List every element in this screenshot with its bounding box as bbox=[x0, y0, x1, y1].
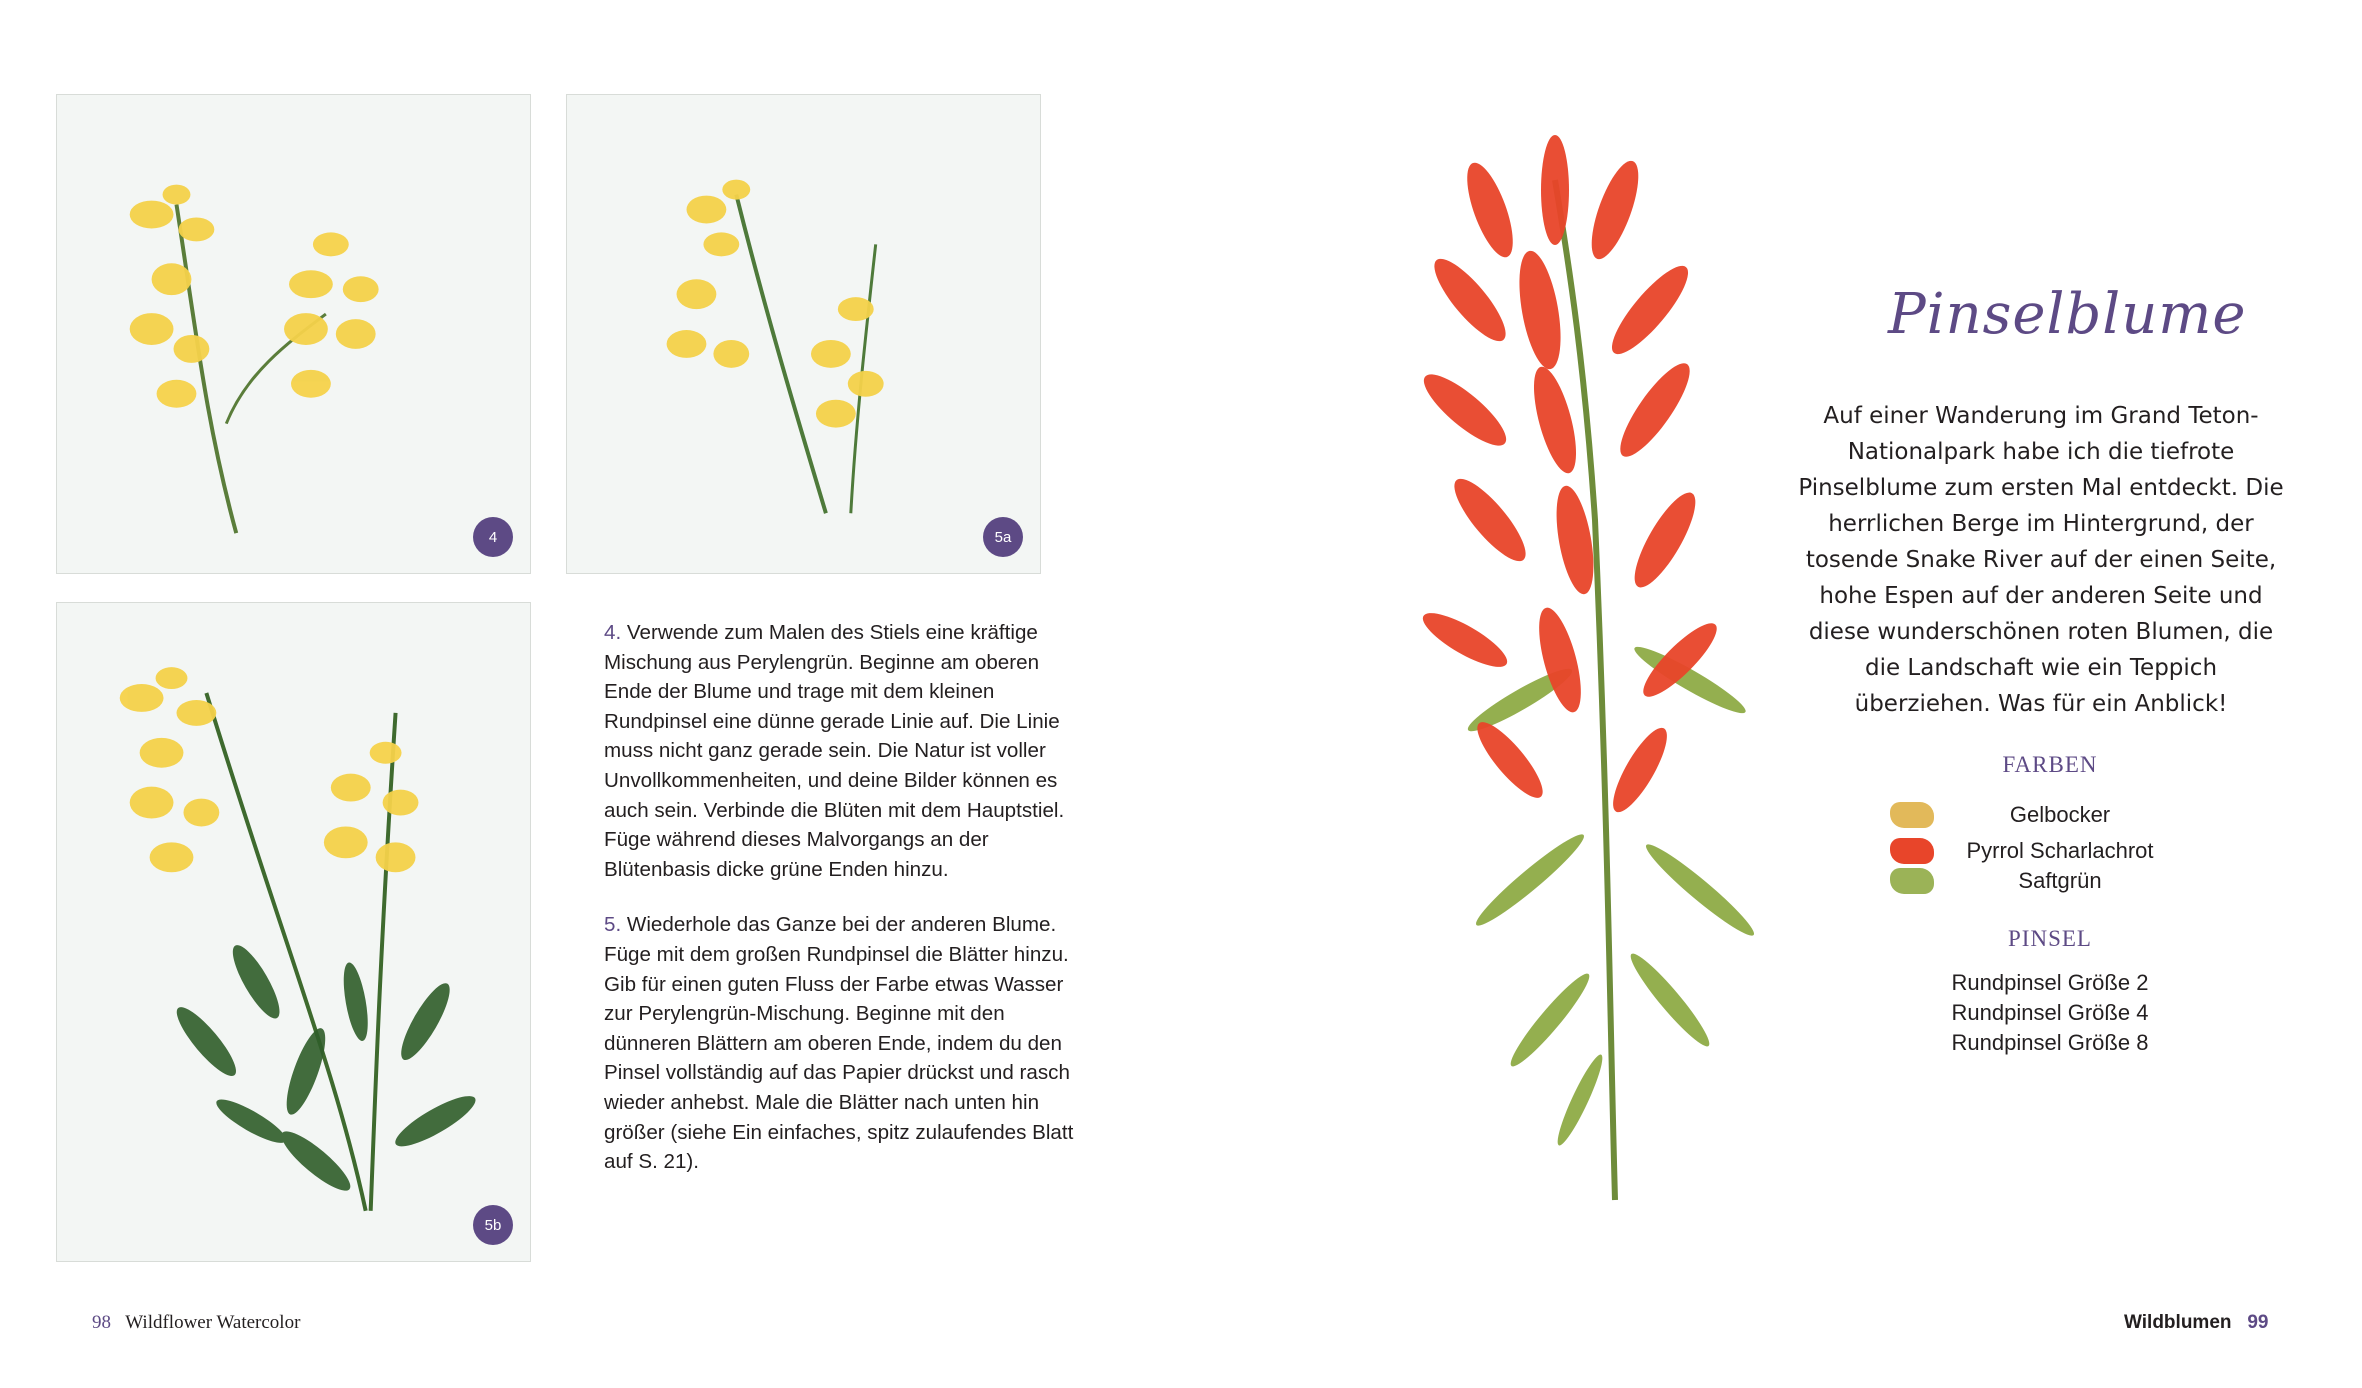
step-5-paragraph bbox=[604, 910, 1084, 1176]
color-label: Pyrrol Scharlachrot bbox=[1966, 838, 2154, 863]
step-4-text: Verwende zum Malen des Stiels eine kräftige Mischung aus Perylengrün. Beginne am oberen Ende der Blume und trage mit dem kleinen Rundpinsel eine dünne gerade Linie auf. Die Linie muss nicht ganz gerade sein. Die Natur ist voller Unvollkommenheiten, und deine Bilder können es auch sein. Verbinde die Blüten mit dem Hauptstiel. Füge während dieses Malvorgangs an der Blütenbasis dicke grüne Enden hinzu. bbox=[604, 621, 1065, 881]
right-page-number: 99 bbox=[2247, 1312, 2269, 1333]
step-badge-5b: 5b bbox=[473, 1205, 513, 1245]
yellow-flower-painting-5a bbox=[567, 95, 1040, 573]
color-item bbox=[1890, 866, 2230, 896]
step-5b-image bbox=[56, 602, 531, 1262]
brushes-heading: PINSEL bbox=[2008, 926, 2092, 951]
step-4-image bbox=[56, 94, 531, 574]
right-folio bbox=[2124, 1312, 2268, 1334]
brushes-list bbox=[1900, 968, 2200, 1058]
step-5-text: Wiederhole das Ganze bei der anderen Blume. Füge mit dem großen Rundpinsel die Blätter hinzu. Gib für einen guten Fluss der Farbe etwas Wasser zur Perylengrün-Mischung. Beginne mit den dünneren Blättern am oberen Ende, indem du den Pinsel vollständig auf das Papier drückst und rasch wieder anhebst. Male die Blätter nach unten hin größer (siehe Ein einfaches, spitz zulaufendes Blatt auf S. 21). bbox=[604, 913, 1074, 1174]
color-item bbox=[1890, 836, 2230, 866]
left-folio-title: Wildflower Watercolor bbox=[125, 1312, 301, 1333]
left-folio bbox=[92, 1312, 300, 1334]
indian-paintbrush-illustration bbox=[1380, 120, 1860, 1210]
yellow-flower-painting-5b bbox=[57, 603, 530, 1261]
brush-item: Rundpinsel Größe 8 bbox=[1951, 1030, 2149, 1055]
right-folio-section: Wildblumen bbox=[2124, 1312, 2232, 1333]
brush-item: Rundpinsel Größe 2 bbox=[1951, 970, 2149, 995]
step-4-paragraph bbox=[604, 618, 1084, 884]
step-4-number: 4. bbox=[604, 621, 622, 644]
intro-paragraph: Auf einer Wanderung im Grand Teton-Nationalpark habe ich die tiefrote Pinselblume zum ersten Mal entdeckt. Die herrlichen Berge im Hintergrund, der tosende Snake River auf der einen Seite, hohe Espen auf der anderen Seite und diese wunderschönen roten Blumen, die die Landschaft wie ein Teppich überziehen. Was für ein Anblick! bbox=[1798, 403, 2284, 717]
left-page-number: 98 bbox=[92, 1312, 111, 1333]
instructions-text bbox=[604, 618, 1084, 1203]
color-item bbox=[1890, 800, 2230, 830]
color-label: Saftgrün bbox=[2018, 868, 2102, 893]
color-label: Gelbocker bbox=[2009, 802, 2111, 827]
step-badge-5a: 5a bbox=[983, 517, 1023, 557]
step-5-number: 5. bbox=[604, 913, 622, 937]
step-badge-4: 4 bbox=[473, 517, 513, 557]
step-5a-image bbox=[566, 94, 1041, 574]
yellow-flower-painting-4 bbox=[57, 95, 530, 573]
brush-item: Rundpinsel Größe 4 bbox=[1951, 1000, 2149, 1025]
colors-heading: FARBEN bbox=[2002, 752, 2098, 777]
page-title: Pinselblume bbox=[1888, 282, 2247, 347]
